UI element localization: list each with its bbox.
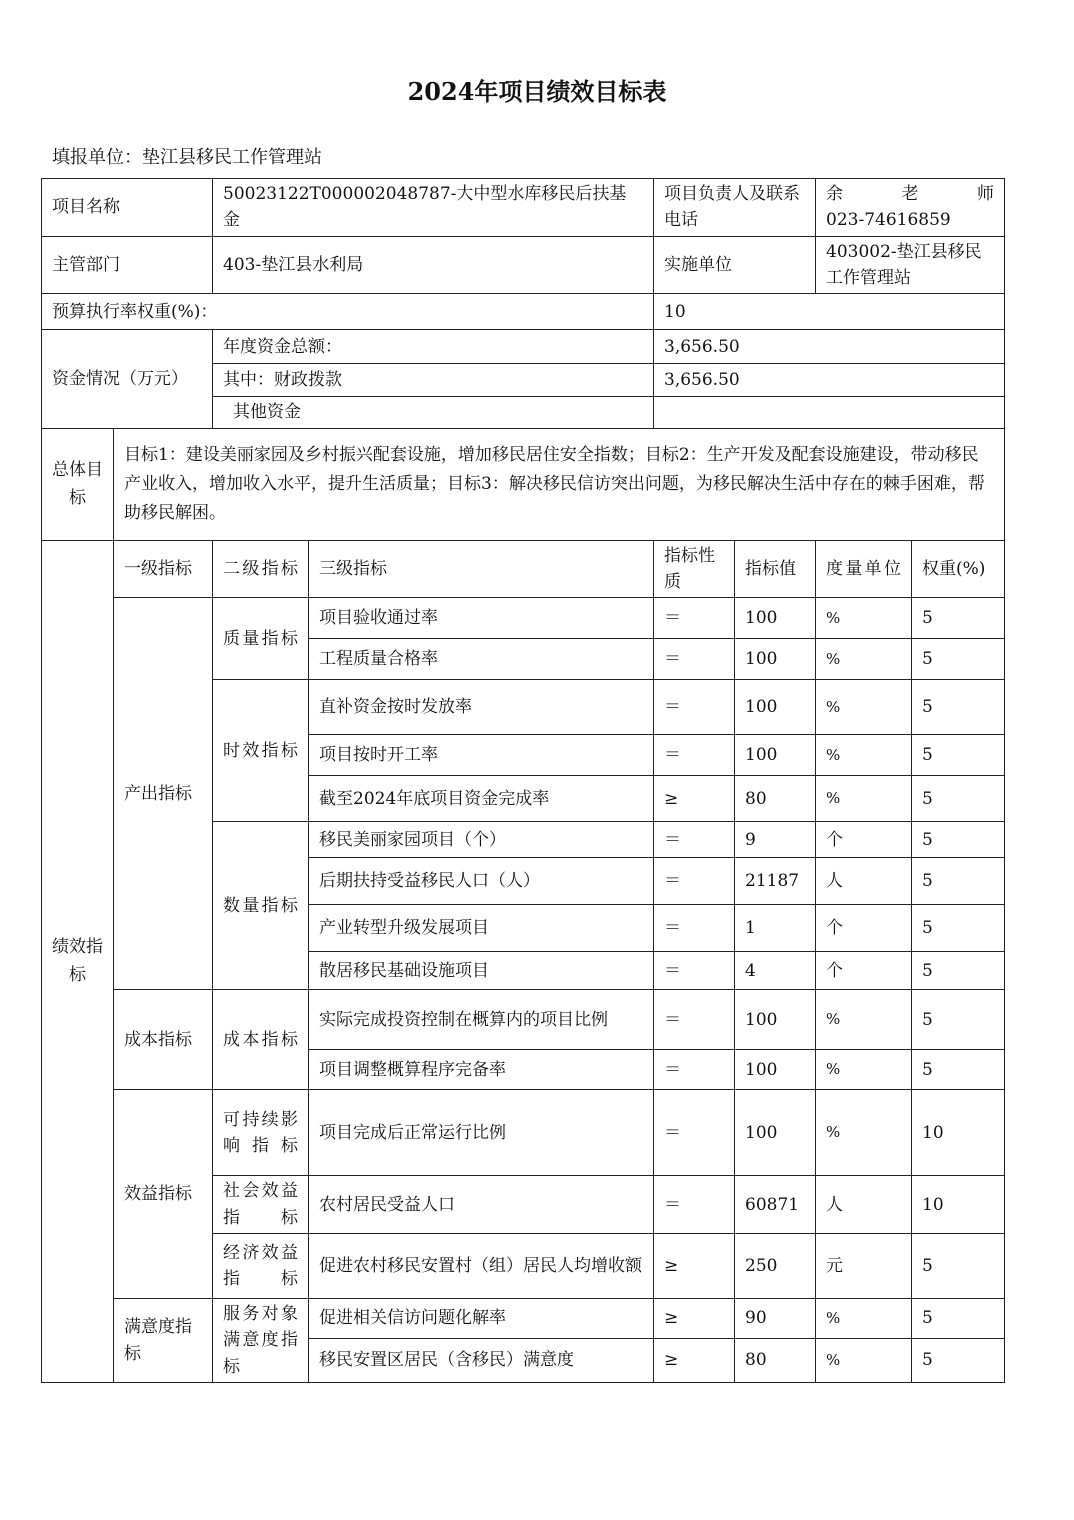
level1-cell: 产出指标 xyxy=(114,598,213,990)
level2-cell: 社会效益指标 xyxy=(213,1176,309,1234)
other-funds-label: 其他资金 xyxy=(213,397,654,428)
header-level3: 三级指标 xyxy=(309,540,654,598)
fiscal-label: 其中：财政拨款 xyxy=(213,364,654,397)
goal-text: 目标1：建设美丽家园及乡村振兴配套设施，增加移民居住安全指数；目标2：生产开发及配套设施建设，带动移民产业收入，增加收入水平，提升生活质量；目标3：解决移民信访突出问题，为移民解决生活中存在的棘手困难，帮助移民解困。 xyxy=(114,428,1005,540)
nature-cell: ≥ xyxy=(654,776,735,822)
indicator-row xyxy=(42,1299,1005,1339)
unit-cell: 人 xyxy=(816,1176,912,1234)
level3-cell: 移民安置区居民（含移民）满意度 xyxy=(309,1339,654,1383)
weight-cell: 5 xyxy=(912,680,1005,735)
unit-cell: % xyxy=(816,735,912,776)
weight-cell: 5 xyxy=(912,735,1005,776)
level1-cell: 满意度指标 xyxy=(114,1299,213,1383)
nature-cell: ＝ xyxy=(654,598,735,639)
weight-cell: 5 xyxy=(912,990,1005,1050)
level2-cell: 时效指标 xyxy=(213,680,309,822)
level3-cell: 移民美丽家园项目（个） xyxy=(309,822,654,858)
unit-cell: % xyxy=(816,639,912,680)
level3-cell: 项目完成后正常运行比例 xyxy=(309,1090,654,1176)
value-cell: 100 xyxy=(735,598,816,639)
nature-cell: ＝ xyxy=(654,858,735,905)
level3-cell: 农村居民受益人口 xyxy=(309,1176,654,1234)
header-nature: 指标性质 xyxy=(654,540,735,598)
weight-cell: 5 xyxy=(912,905,1005,952)
nature-cell: ＝ xyxy=(654,905,735,952)
indicators-section-label: 绩效指标 xyxy=(42,540,114,1382)
dept-label: 主管部门 xyxy=(42,236,213,294)
value-cell: 100 xyxy=(735,735,816,776)
nature-cell: ＝ xyxy=(654,680,735,735)
unit-cell: 元 xyxy=(816,1234,912,1299)
nature-cell: ≥ xyxy=(654,1299,735,1339)
weight-cell: 5 xyxy=(912,1299,1005,1339)
unit-cell: 个 xyxy=(816,822,912,858)
weight-cell: 10 xyxy=(912,1176,1005,1234)
value-cell: 100 xyxy=(735,680,816,735)
level3-cell: 截至2024年底项目资金完成率 xyxy=(309,776,654,822)
funds-label: 资金情况（万元） xyxy=(42,330,213,428)
level3-cell: 促进农村移民安置村（组）居民人均增收额 xyxy=(309,1234,654,1299)
level3-cell: 促进相关信访问题化解率 xyxy=(309,1299,654,1339)
level3-cell: 产业转型升级发展项目 xyxy=(309,905,654,952)
project-name-label: 项目名称 xyxy=(42,179,213,237)
nature-cell: ＝ xyxy=(654,1090,735,1176)
value-cell: 1 xyxy=(735,905,816,952)
header-unit: 度量单位 xyxy=(816,540,912,598)
value-cell: 100 xyxy=(735,639,816,680)
nature-cell: ＝ xyxy=(654,639,735,680)
level3-cell: 直补资金按时发放率 xyxy=(309,680,654,735)
nature-cell: ＝ xyxy=(654,822,735,858)
leader-name: 余 老 师 xyxy=(826,184,995,204)
other-funds-value xyxy=(654,397,1005,428)
nature-cell: ＝ xyxy=(654,1050,735,1090)
level2-cell: 质量指标 xyxy=(213,598,309,680)
weight-cell: 5 xyxy=(912,639,1005,680)
value-cell: 80 xyxy=(735,776,816,822)
value-cell: 90 xyxy=(735,1299,816,1339)
unit-cell: 人 xyxy=(816,858,912,905)
leader-phone: 023-74616859 xyxy=(826,210,951,231)
leader-label: 项目负责人及联系电话 xyxy=(654,179,816,237)
indicator-row xyxy=(42,598,1005,639)
indicator-row xyxy=(42,1090,1005,1176)
level1-cell: 成本指标 xyxy=(114,990,213,1090)
impl-value: 403002-垫江县移民工作管理站 xyxy=(816,236,1005,294)
weight-cell: 5 xyxy=(912,1234,1005,1299)
unit-cell: % xyxy=(816,680,912,735)
report-unit: 填报单位：垫江县移民工作管理站 xyxy=(52,147,322,168)
unit-cell: % xyxy=(816,1050,912,1090)
weight-cell: 5 xyxy=(912,598,1005,639)
level2-cell: 经济效益指标 xyxy=(213,1234,309,1299)
weight-cell: 5 xyxy=(912,858,1005,905)
level3-cell: 实际完成投资控制在概算内的项目比例 xyxy=(309,990,654,1050)
nature-cell: ＝ xyxy=(654,735,735,776)
budget-weight-value: 10 xyxy=(654,294,1005,330)
header-level1: 一级指标 xyxy=(114,540,213,598)
goal-label: 总体目标 xyxy=(42,428,114,540)
page-title: 2024年项目绩效目标表 xyxy=(407,77,667,106)
header-value: 指标值 xyxy=(735,540,816,598)
value-cell: 100 xyxy=(735,1050,816,1090)
nature-cell: ＝ xyxy=(654,1176,735,1234)
nature-cell: ＝ xyxy=(654,952,735,990)
level3-cell: 后期扶持受益移民人口（人） xyxy=(309,858,654,905)
level3-cell: 项目调整概算程序完备率 xyxy=(309,1050,654,1090)
value-cell: 4 xyxy=(735,952,816,990)
level3-cell: 工程质量合格率 xyxy=(309,639,654,680)
nature-cell: ≥ xyxy=(654,1234,735,1299)
header-level2: 二级指标 xyxy=(213,540,309,598)
unit-cell: 个 xyxy=(816,952,912,990)
value-cell: 250 xyxy=(735,1234,816,1299)
budget-weight-label: 预算执行率权重(%)： xyxy=(42,294,654,330)
performance-table xyxy=(41,178,1005,1383)
unit-cell: 个 xyxy=(816,905,912,952)
unit-cell: % xyxy=(816,1339,912,1383)
level2-cell: 成本指标 xyxy=(213,990,309,1090)
weight-cell: 5 xyxy=(912,822,1005,858)
level3-cell: 项目验收通过率 xyxy=(309,598,654,639)
unit-cell: % xyxy=(816,1090,912,1176)
header-weight: 权重(%) xyxy=(912,540,1005,598)
value-cell: 100 xyxy=(735,1090,816,1176)
level3-cell: 项目按时开工率 xyxy=(309,735,654,776)
level3-cell: 散居移民基础设施项目 xyxy=(309,952,654,990)
weight-cell: 10 xyxy=(912,1090,1005,1176)
unit-cell: % xyxy=(816,598,912,639)
value-cell: 21187 xyxy=(735,858,816,905)
value-cell: 9 xyxy=(735,822,816,858)
unit-cell: % xyxy=(816,1299,912,1339)
level1-cell: 效益指标 xyxy=(114,1090,213,1299)
weight-cell: 5 xyxy=(912,776,1005,822)
project-name-value: 50023122T000002048787-大中型水库移民后扶基金 xyxy=(213,179,654,237)
annual-total-label: 年度资金总额： xyxy=(213,330,654,364)
annual-total-value: 3,656.50 xyxy=(654,330,1005,364)
leader-contact xyxy=(816,179,1005,237)
impl-label: 实施单位 xyxy=(654,236,816,294)
weight-cell: 5 xyxy=(912,1050,1005,1090)
level2-cell: 数量指标 xyxy=(213,822,309,990)
weight-cell: 5 xyxy=(912,952,1005,990)
unit-cell: % xyxy=(816,990,912,1050)
level2-cell: 可持续影响指标 xyxy=(213,1090,309,1176)
fiscal-value: 3,656.50 xyxy=(654,364,1005,397)
weight-cell: 5 xyxy=(912,1339,1005,1383)
value-cell: 80 xyxy=(735,1339,816,1383)
nature-cell: ＝ xyxy=(654,990,735,1050)
value-cell: 60871 xyxy=(735,1176,816,1234)
indicator-row xyxy=(42,990,1005,1050)
unit-cell: % xyxy=(816,776,912,822)
dept-value: 403-垫江县水利局 xyxy=(213,236,654,294)
value-cell: 100 xyxy=(735,990,816,1050)
nature-cell: ≥ xyxy=(654,1339,735,1383)
level2-cell: 服务对象满意度指标 xyxy=(213,1299,309,1383)
